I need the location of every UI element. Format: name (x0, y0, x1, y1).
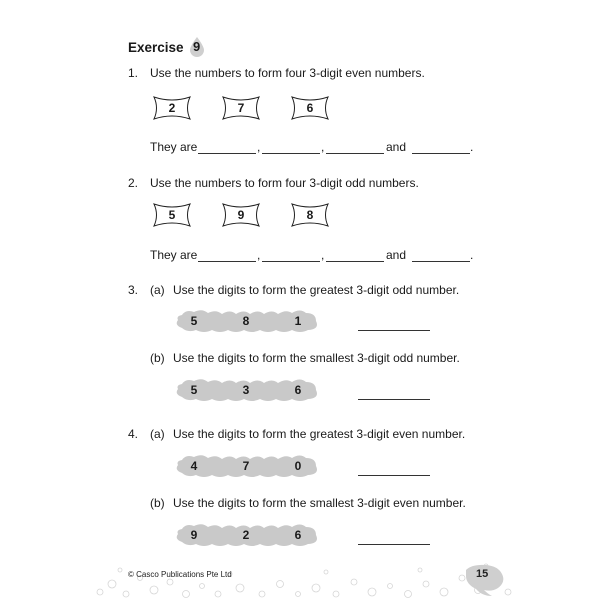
question-4b-label: (b) (150, 496, 165, 510)
question-4-number: 4. (128, 427, 139, 441)
card-digit: 2 (168, 101, 176, 115)
answer-line[interactable] (358, 544, 430, 545)
card-digit: 8 (306, 208, 314, 222)
question-2-number: 2. (128, 176, 139, 190)
answer-blank[interactable] (198, 153, 256, 154)
page-number: 15 (476, 568, 489, 580)
answer-end: . (470, 140, 474, 154)
answer-prefix: They are (150, 248, 198, 262)
question-3a-label: (a) (150, 283, 165, 297)
page-number-badge (462, 562, 508, 598)
cloud-digit: 0 (294, 459, 302, 473)
exercise-title: Exercise (128, 39, 184, 55)
number-card (288, 95, 332, 121)
answer-line[interactable] (358, 330, 430, 331)
answer-row-2 (150, 248, 480, 262)
cloud-digit: 4 (190, 459, 198, 473)
answer-blank[interactable] (326, 153, 384, 154)
question-2-text: Use the numbers to form four 3-digit odd numbers. (150, 176, 419, 190)
question-3-number: 3. (128, 283, 139, 297)
number-card (219, 202, 263, 228)
answer-blank[interactable] (198, 261, 256, 262)
cloud-digit: 6 (294, 528, 302, 542)
cloud-digit: 7 (242, 459, 250, 473)
question-4b-text: Use the digits to form the smallest 3-digit even number. (173, 496, 466, 510)
number-card (288, 202, 332, 228)
cloud-digit: 1 (294, 314, 302, 328)
card-digit: 7 (237, 101, 245, 115)
cloud-digit: 8 (242, 314, 250, 328)
answer-blank[interactable] (326, 261, 384, 262)
cloud-digit: 3 (242, 383, 250, 397)
question-3b-text: Use the digits to form the smallest 3-digit odd number. (173, 351, 460, 365)
answer-separator: , (257, 248, 261, 262)
answer-end: . (470, 248, 474, 262)
number-card (150, 202, 194, 228)
question-1-text: Use the numbers to form four 3-digit even numbers. (150, 66, 425, 80)
card-digit: 9 (237, 208, 245, 222)
answer-row-1 (150, 140, 480, 154)
answer-prefix: They are (150, 140, 198, 154)
cloud-digit: 5 (190, 314, 198, 328)
digit-cloud (172, 309, 322, 333)
exercise-number: 9 (192, 39, 201, 54)
cloud-digit: 5 (190, 383, 198, 397)
cloud-digit: 2 (242, 528, 250, 542)
question-4a-text: Use the digits to form the greatest 3-digit even number. (173, 427, 466, 441)
answer-line[interactable] (358, 399, 430, 400)
number-card (219, 95, 263, 121)
digit-cloud (172, 523, 322, 547)
answer-blank[interactable] (262, 153, 320, 154)
water-drop-icon (188, 36, 206, 58)
question-3a-text: Use the digits to form the greatest 3-digit odd number. (173, 283, 460, 297)
question-1-number: 1. (128, 66, 139, 80)
answer-blank[interactable] (412, 153, 470, 154)
digit-cloud (172, 378, 322, 402)
question-4a-label: (a) (150, 427, 165, 441)
card-digit: 5 (168, 208, 176, 222)
answer-line[interactable] (358, 475, 430, 476)
answer-and: and (386, 248, 407, 262)
answer-and: and (386, 140, 407, 154)
answer-blank[interactable] (412, 261, 470, 262)
cloud-digit: 9 (190, 528, 198, 542)
copyright-text: © Casco Publications Pte Ltd (128, 570, 232, 579)
cloud-digit: 6 (294, 383, 302, 397)
exercise-header (128, 36, 206, 58)
number-card (150, 95, 194, 121)
answer-blank[interactable] (262, 261, 320, 262)
answer-separator: , (257, 140, 261, 154)
digit-cloud (172, 454, 322, 478)
question-3b-label: (b) (150, 351, 165, 365)
answer-separator: , (321, 140, 325, 154)
card-digit: 6 (306, 101, 314, 115)
answer-separator: , (321, 248, 325, 262)
